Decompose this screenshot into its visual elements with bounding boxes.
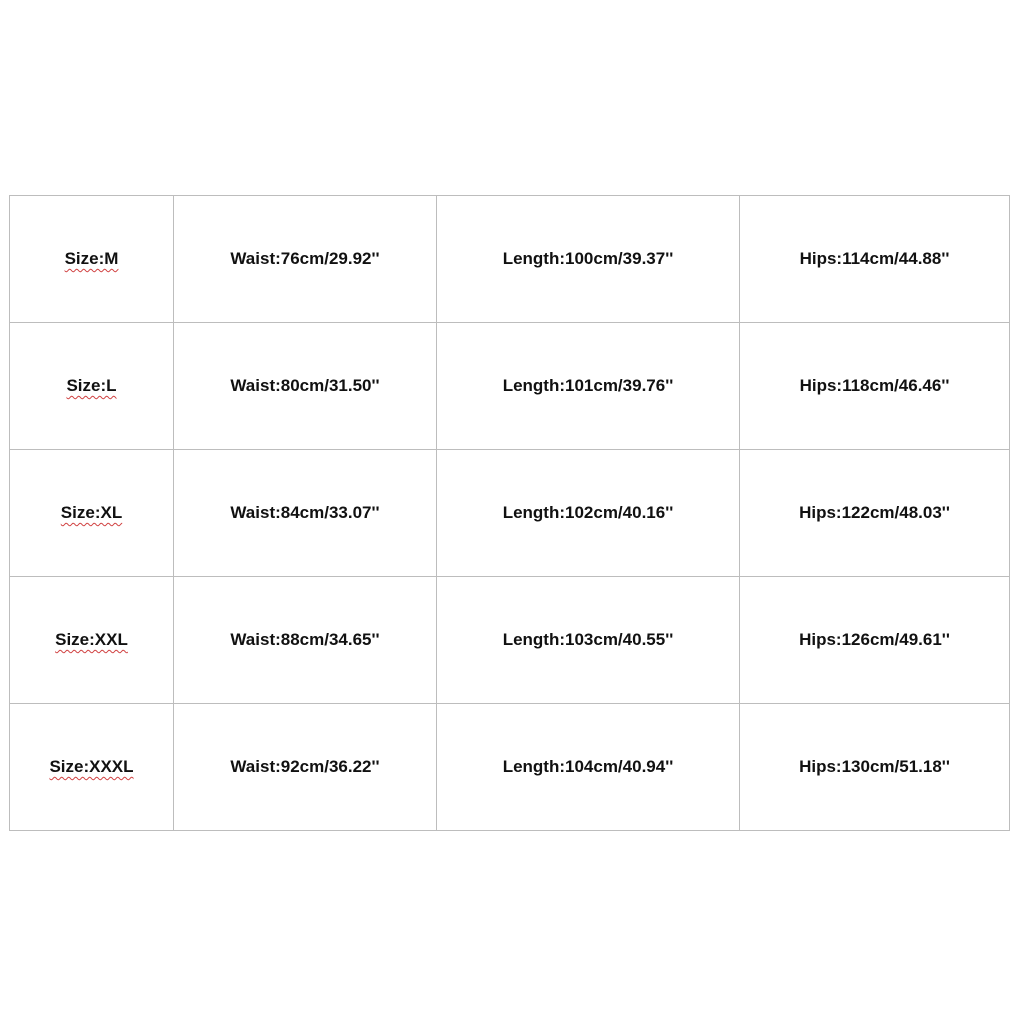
table-row bbox=[10, 196, 1010, 323]
length-cell: Length:101cm/39.76'' bbox=[437, 323, 740, 450]
waist-cell: Waist:92cm/36.22'' bbox=[174, 704, 437, 831]
hips-cell: Hips:118cm/46.46'' bbox=[740, 323, 1010, 450]
waist-cell: Waist:84cm/33.07'' bbox=[174, 450, 437, 577]
size-cell: Size:M bbox=[10, 196, 174, 323]
size-cell: Size:XXL bbox=[10, 577, 174, 704]
waist-cell: Waist:76cm/29.92'' bbox=[174, 196, 437, 323]
table-row bbox=[10, 450, 1010, 577]
size-cell: Size:XL bbox=[10, 450, 174, 577]
size-cell: Size:L bbox=[10, 323, 174, 450]
hips-cell: Hips:126cm/49.61'' bbox=[740, 577, 1010, 704]
size-chart-table bbox=[9, 195, 1010, 831]
length-cell: Length:102cm/40.16'' bbox=[437, 450, 740, 577]
waist-cell: Waist:80cm/31.50'' bbox=[174, 323, 437, 450]
table-row bbox=[10, 704, 1010, 831]
table-row bbox=[10, 577, 1010, 704]
hips-cell: Hips:114cm/44.88'' bbox=[740, 196, 1010, 323]
waist-cell: Waist:88cm/34.65'' bbox=[174, 577, 437, 704]
hips-cell: Hips:122cm/48.03'' bbox=[740, 450, 1010, 577]
table-row bbox=[10, 323, 1010, 450]
length-cell: Length:100cm/39.37'' bbox=[437, 196, 740, 323]
hips-cell: Hips:130cm/51.18'' bbox=[740, 704, 1010, 831]
length-cell: Length:103cm/40.55'' bbox=[437, 577, 740, 704]
length-cell: Length:104cm/40.94'' bbox=[437, 704, 740, 831]
size-cell: Size:XXXL bbox=[10, 704, 174, 831]
